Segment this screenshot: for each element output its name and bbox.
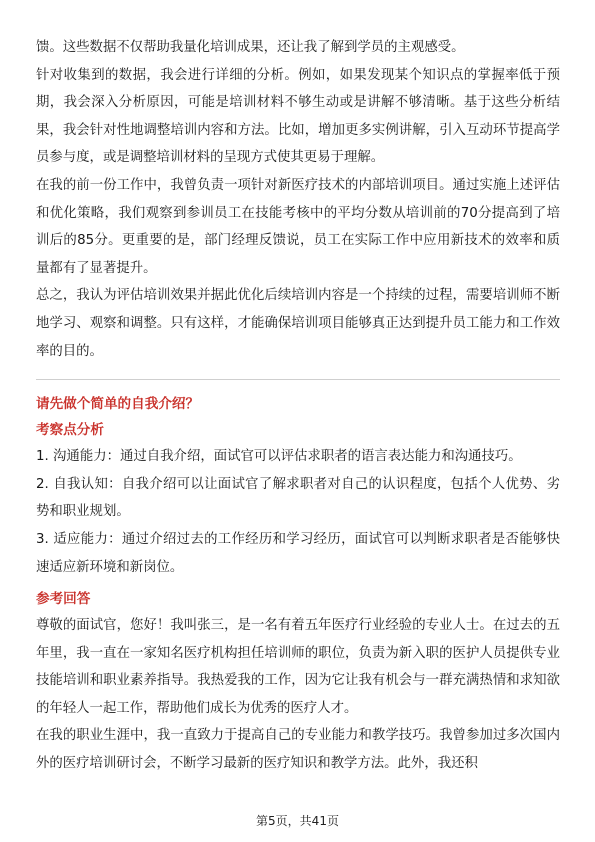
reference-paragraph: 在我的职业生涯中，我一直致力于提高自己的专业能力和教学技巧。我曾参加过多次国内外的医疗培训研讨会，不断学习最新的医疗知识和教学方法。此外，我还积 [36,728,560,772]
page-content [36,34,560,778]
analysis-item: 1. 沟通能力：通过自我介绍，面试官可以评估求职者的语言表达能力和沟通技巧。 [36,449,522,465]
body-paragraph: 总之，我认为评估培训效果并据此优化后续培训内容是一个持续的过程，需要培训师不断地学习、观察和调整。只有这样，才能确保培训项目能够真正达到提升员工能力和工作效率的目的。 [36,288,560,359]
analysis-heading: 考察点分析 [36,422,104,439]
body-paragraph: 馈。这些数据不仅帮助我量化培训成果，还让我了解到学员的主观感受。 [36,40,465,55]
analysis-item: 2. 自我认知：自我介绍可以让面试官了解求职者对自己的认识程度，包括个人优势、劣势和职业规划。 [36,476,560,520]
body-paragraph: 针对收集到的数据，我会进行详细的分析。例如，如果发现某个知识点的掌握率低于预期，我会深入分析原因，可能是培训材料不够生动或是讲解不够清晰。基于这些分析结果，我会针对性地调整培训内容和方法。比如，增加更多实例讲解，引入互动环节提高学员参与度，或是调整培训材料的呈现方式使其更易于理解。 [36,67,560,166]
interview-question: 请先做个简单的自我介绍？ [36,396,200,413]
analysis-item: 3. 适应能力：通过介绍过去的工作经历和学习经历，面试官可以判断求职者是否能够快速适应新环境和新岗位。 [36,531,560,575]
reference-paragraph: 尊敬的面试官，您好！我叫张三，是一名有着五年医疗行业经验的专业人士。在过去的五年里，我一直在一家知名医疗机构担任培训师的职位，负责为新入职的医护人员提供专业技能培训和职业素养指导。我热爱我的工作，因为它让我有机会与一群充满热情和求知欲的年轻人一起工作，帮助他们成长为优秀的医疗人才。 [36,618,560,716]
page-number-footer: 第5页，共41页 [256,814,339,828]
reference-heading: 参考回答 [36,591,91,608]
section-divider [36,379,560,380]
body-paragraph: 在我的前一份工作中，我曾负责一项针对新医疗技术的内部培训项目。通过实施上述评估和优化策略，我们观察到参训员工在技能考核中的平均分数从培训前的70分提高到了培训后的85分。更重要的是，部门经理反馈说，员工在实际工作中应用新技术的效率和质量都有了显著提升。 [36,177,560,276]
